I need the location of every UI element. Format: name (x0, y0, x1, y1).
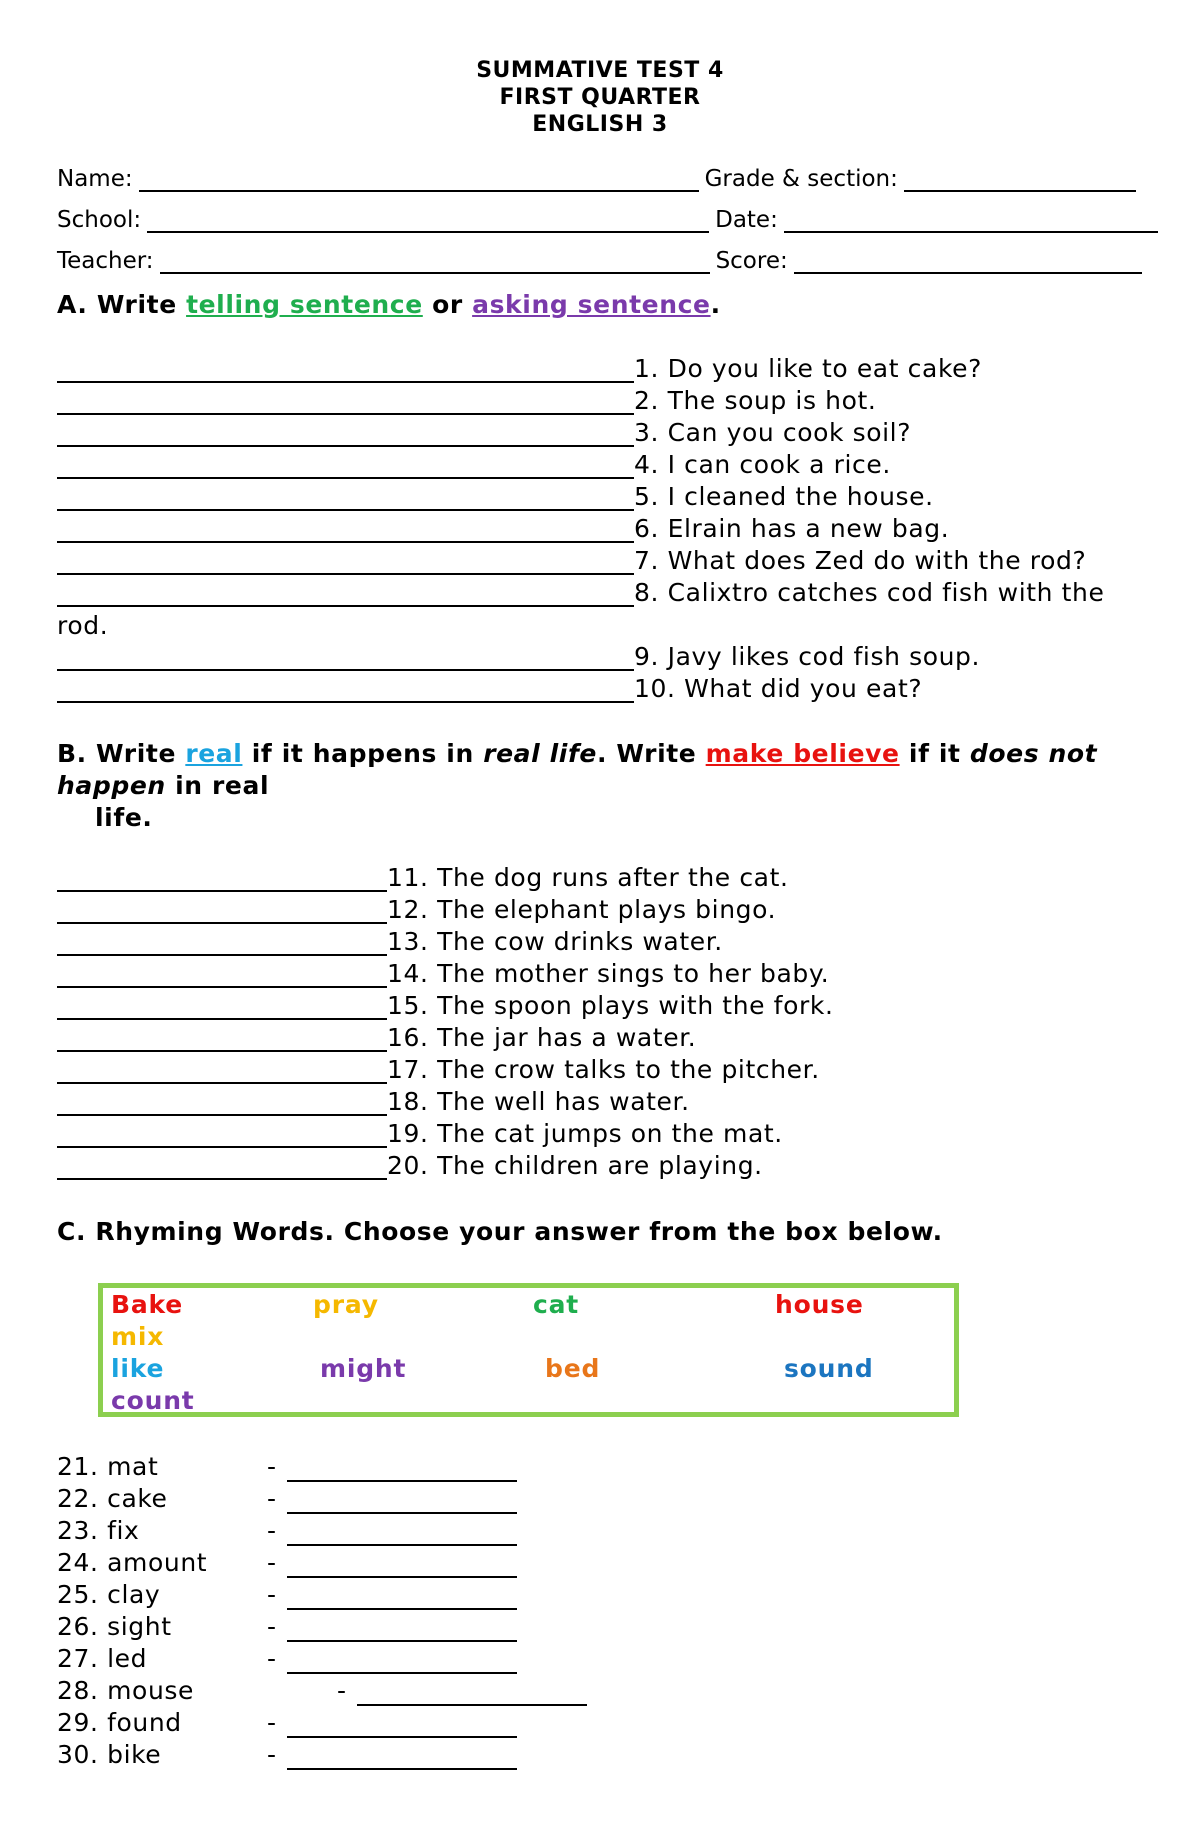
section-b-prefix: B. Write (57, 739, 186, 768)
box-word-house: house (775, 1290, 864, 1319)
rhyme-dash: - (267, 1580, 277, 1609)
teacher-field[interactable] (160, 250, 710, 274)
rhyme-item-26: 26. sight (57, 1612, 172, 1641)
section-b-item-19 (57, 1118, 783, 1148)
box-word-pray: pray (313, 1290, 379, 1319)
box-word-count: count (111, 1386, 195, 1415)
section-b-item-20 (57, 1150, 763, 1180)
section-a-item-3 (57, 417, 911, 447)
item-text: 12. The elephant plays bingo. (387, 895, 777, 924)
rhyme-answer-blank[interactable] (287, 1512, 517, 1514)
answer-blank[interactable] (57, 417, 634, 447)
score-label: Score: (715, 248, 788, 274)
item-text: 14. The mother sings to her baby. (387, 959, 830, 988)
rhyme-item-21: 21. mat (57, 1452, 159, 1481)
teacher-label: Teacher: (57, 248, 154, 274)
title-line-3: ENGLISH 3 (532, 112, 668, 137)
answer-blank[interactable] (57, 894, 387, 924)
date-label: Date: (715, 207, 778, 233)
does-not-emphasis: does not (969, 739, 1098, 768)
section-a-item-5 (57, 481, 934, 511)
answer-blank[interactable] (57, 577, 634, 607)
answer-blank[interactable] (57, 958, 387, 988)
rhyme-answer-blank[interactable] (287, 1608, 517, 1610)
section-b-mid1: if it happens in (242, 739, 484, 768)
answer-blank[interactable] (57, 1150, 387, 1180)
happen-emphasis: happen (57, 771, 166, 800)
item-text: 18. The well has water. (387, 1087, 690, 1116)
title-line-2: FIRST QUARTER (499, 85, 701, 110)
section-a-item-6 (57, 513, 949, 543)
item-text: 4. I can cook a rice. (634, 450, 891, 479)
section-a-period: . (710, 290, 721, 319)
section-a-heading (57, 290, 721, 319)
item-text: 16. The jar has a water. (387, 1023, 697, 1052)
school-row (57, 207, 1164, 233)
rhyme-answer-blank[interactable] (287, 1768, 517, 1770)
box-word-bed: bed (545, 1354, 601, 1383)
box-word-might: might (320, 1354, 407, 1383)
section-a-item-8 (57, 577, 1104, 607)
section-b-mid3: if it (899, 739, 970, 768)
real-label: real (185, 739, 243, 768)
answer-blank[interactable] (57, 481, 634, 511)
section-a-prefix: A. Write (57, 290, 187, 319)
section-a-or: or (422, 290, 473, 319)
section-b-mid2: . Write (597, 739, 706, 768)
rhyme-item-28: 28. mouse (57, 1676, 195, 1705)
rhyme-item-30: 30. bike (57, 1740, 162, 1769)
rhyme-dash: - (267, 1452, 277, 1481)
rhyme-answer-blank[interactable] (287, 1736, 517, 1738)
teacher-row (57, 248, 1148, 274)
date-field[interactable] (784, 209, 1158, 233)
rhyme-answer-blank[interactable] (357, 1704, 587, 1706)
item-text: 7. What does Zed do with the rod? (634, 546, 1087, 575)
section-b-item-14 (57, 958, 829, 988)
rhyme-answer-blank[interactable] (287, 1576, 517, 1578)
answer-blank[interactable] (57, 1086, 387, 1116)
item-text: 5. I cleaned the house. (634, 482, 934, 511)
telling-sentence-label: telling sentence (186, 290, 423, 319)
answer-blank[interactable] (57, 513, 634, 543)
real-life-emphasis: real life (483, 739, 597, 768)
box-word-mix: mix (111, 1322, 165, 1351)
answer-blank[interactable] (57, 673, 634, 703)
asking-sentence-label: asking sentence (472, 290, 711, 319)
rhyme-dash: - (267, 1516, 277, 1545)
section-a-item-2 (57, 385, 876, 415)
grade-label: Grade & section: (704, 166, 898, 192)
name-field[interactable] (139, 168, 699, 192)
answer-blank[interactable] (57, 862, 387, 892)
item-text: 15. The spoon plays with the fork. (387, 991, 834, 1020)
rhyme-item-23: 23. fix (57, 1516, 140, 1545)
section-a-item-8-wrap: rod. (57, 611, 109, 640)
score-field[interactable] (794, 250, 1142, 274)
rhyme-answer-blank[interactable] (287, 1480, 517, 1482)
section-b-item-18 (57, 1086, 690, 1116)
item-text: 10. What did you eat? (634, 674, 923, 703)
rhyme-item-25: 25. clay (57, 1580, 161, 1609)
school-field[interactable] (147, 209, 709, 233)
answer-blank[interactable] (57, 641, 634, 671)
name-row (57, 166, 1142, 192)
rhyme-item-29: 29. found (57, 1708, 182, 1737)
section-a-item-9 (57, 641, 980, 671)
rhyme-answer-blank[interactable] (287, 1672, 517, 1674)
section-a-item-1 (57, 353, 982, 383)
section-b-item-12 (57, 894, 776, 924)
section-b-item-17 (57, 1054, 820, 1084)
item-text: 2. The soup is hot. (634, 386, 877, 415)
title-line-1: SUMMATIVE TEST 4 (476, 58, 724, 83)
grade-field[interactable] (904, 168, 1136, 192)
box-word-sound: sound (784, 1354, 874, 1383)
item-text: 20. The children are playing. (387, 1151, 763, 1180)
item-text: 13. The cow drinks water. (387, 927, 723, 956)
item-text: 6. Elrain has a new bag. (634, 514, 950, 543)
section-b-life: life. (95, 803, 153, 832)
answer-blank[interactable] (57, 385, 634, 415)
rhyme-answer-blank[interactable] (287, 1544, 517, 1546)
box-word-bake: Bake (111, 1290, 184, 1319)
rhyme-dash: - (267, 1612, 277, 1641)
section-b-heading (57, 738, 1157, 834)
make-believe-label: make believe (705, 739, 900, 768)
item-text: 8. Calixtro catches cod fish with the (634, 578, 1105, 607)
rhyme-item-24: 24. amount (57, 1548, 208, 1577)
section-b-item-16 (57, 1022, 696, 1052)
box-word-cat: cat (533, 1290, 580, 1319)
rhyme-dash: - (337, 1676, 347, 1705)
rhyme-dash: - (267, 1644, 277, 1673)
answer-blank[interactable] (57, 990, 387, 1020)
school-label: School: (57, 207, 142, 233)
item-text: 3. Can you cook soil? (634, 418, 912, 447)
rhyme-answer-blank[interactable] (287, 1640, 517, 1642)
answer-blank[interactable] (57, 1054, 387, 1084)
section-c-heading: C. Rhyming Words. Choose your answer from the box below. (57, 1217, 943, 1246)
item-text: 9. Javy likes cod fish soup. (634, 642, 981, 671)
section-a-item-7 (57, 545, 1086, 575)
answer-blank[interactable] (57, 353, 634, 383)
section-b-item-13 (57, 926, 723, 956)
answer-blank[interactable] (57, 1022, 387, 1052)
section-a-item-10 (57, 673, 922, 703)
section-a-item-4 (57, 449, 891, 479)
rhyme-dash: - (267, 1548, 277, 1577)
rhyme-item-22: 22. cake (57, 1484, 168, 1513)
box-word-like: like (111, 1354, 165, 1383)
section-b-item-15 (57, 990, 834, 1020)
item-text: 19. The cat jumps on the mat. (387, 1119, 783, 1148)
item-text: 1. Do you like to eat cake? (634, 354, 982, 383)
answer-blank[interactable] (57, 449, 634, 479)
section-b-item-11 (57, 862, 789, 892)
item-text: 17. The crow talks to the pitcher. (387, 1055, 820, 1084)
rhyme-item-27: 27. led (57, 1644, 148, 1673)
answer-blank[interactable] (57, 1118, 387, 1148)
rhyme-dash: - (267, 1484, 277, 1513)
answer-blank[interactable] (57, 545, 634, 575)
name-label: Name: (57, 166, 133, 192)
item-text: 11. The dog runs after the cat. (387, 863, 789, 892)
rhyme-dash: - (267, 1708, 277, 1737)
answer-blank[interactable] (57, 926, 387, 956)
rhyme-dash: - (267, 1740, 277, 1769)
section-b-in-real: in real (165, 771, 270, 800)
